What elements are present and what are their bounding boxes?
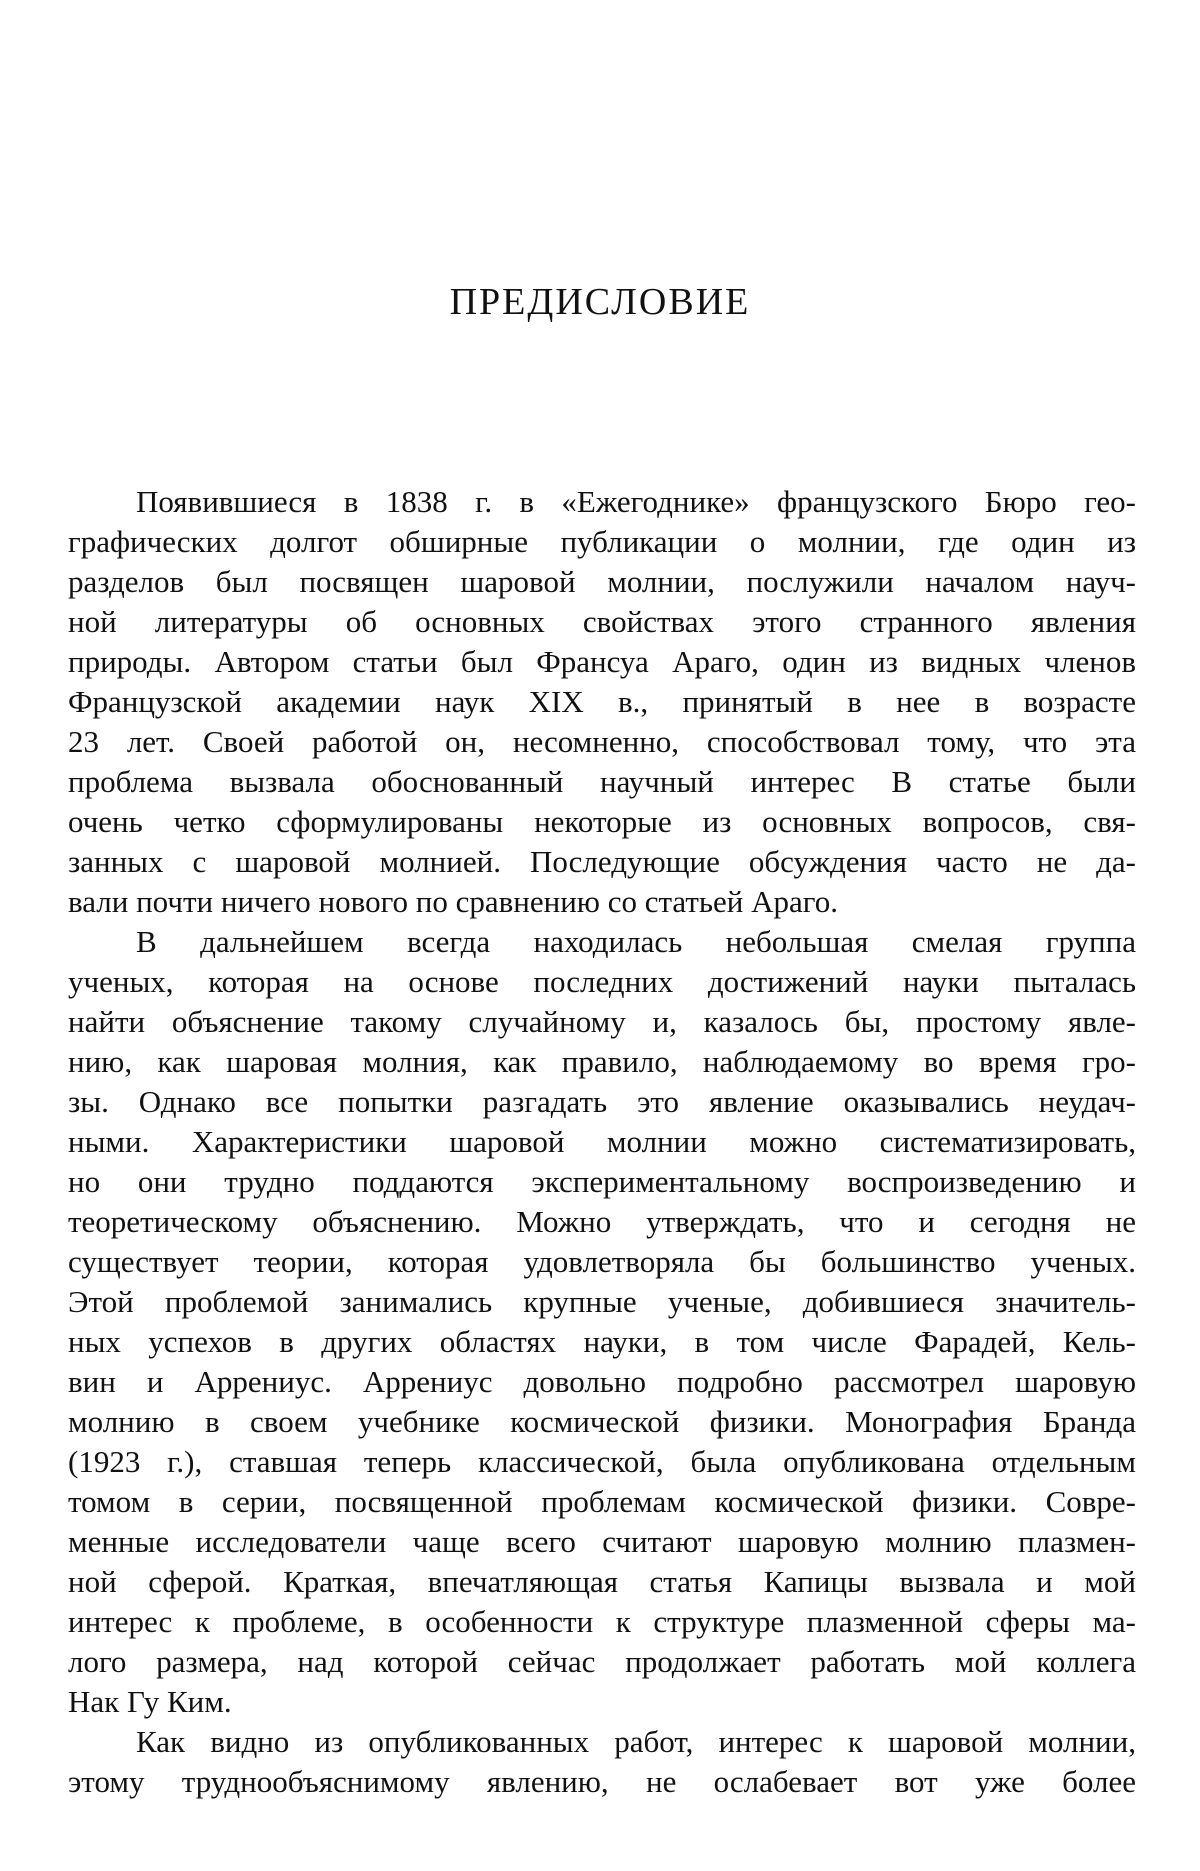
text-line: Французской академии наук XIX в., принятый в нее в возрасте (68, 684, 1136, 719)
text-line: нию, как шаровая молния, как правило, наблюдаемому во время гро- (68, 1044, 1136, 1079)
text-line: существует теории, которая удовлетворяла бы большинство ученых. (68, 1244, 1136, 1279)
paragraph-3 (68, 1722, 1136, 1802)
text-line: томом в серии, посвященной проблемам космической физики. Совре- (68, 1484, 1136, 1519)
text-line: Появившиеся в 1838 г. в «Ежегоднике» французского Бюро гео- (136, 484, 1136, 519)
text-line: Как видно из опубликованных работ, интерес к шаровой молнии, (136, 1724, 1136, 1759)
text-line: ных успехов в других областях науки, в том числе Фарадей, Кель- (68, 1324, 1136, 1359)
text-line: ученых, которая на основе последних достижений науки пыталась (68, 964, 1136, 999)
text-line: проблема вызвала обоснованный научный интерес В статье были (68, 764, 1136, 799)
text-line: Этой проблемой занимались крупные ученые, добившиеся значитель- (68, 1284, 1136, 1319)
text-line: молнию в своем учебнике космической физики. Монография Бранда (68, 1404, 1136, 1439)
text-line: занных с шаровой молнией. Последующие обсуждения часто не да- (68, 844, 1136, 879)
text-line: Нак Гу Ким. (68, 1684, 232, 1719)
page-title: ПРЕДИСЛОВИЕ (449, 281, 751, 323)
text-line: 23 лет. Своей работой он, несомненно, способствовал тому, что эта (68, 724, 1136, 759)
text-line: ной сферой. Краткая, впечатляющая статья Капицы вызвала и мой (68, 1564, 1136, 1599)
text-line: ными. Характеристики шаровой молнии можно систематизировать, (68, 1124, 1136, 1159)
text-line: вин и Аррениус. Аррениус довольно подробно рассмотрел шаровую (68, 1364, 1136, 1399)
text-line: теоретическому объяснению. Можно утверждать, что и сегодня не (68, 1204, 1136, 1239)
text-line: менные исследователи чаще всего считают шаровую молнию плазмен- (68, 1524, 1136, 1559)
text-line: ной литературы об основных свойствах этого странного явления (68, 604, 1136, 639)
paragraph-2 (68, 922, 1136, 1722)
text-line: лого размера, над которой сейчас продолжает работать мой коллега (68, 1644, 1136, 1679)
text-line: вали почти ничего нового по сравнению со статьей Араго. (68, 884, 838, 919)
text-line: этому труднообъяснимому явлению, не ослабевает вот уже более (68, 1764, 1136, 1799)
text-line: (1923 г.), ставшая теперь классической, была опубликована отдельным (68, 1444, 1136, 1479)
text-line: графических долгот обширные публикации о молнии, где один из (68, 524, 1136, 559)
text-line: интерес к проблеме, в особенности к структуре плазменной сферы ма- (68, 1604, 1136, 1639)
text-line: зы. Однако все попытки разгадать это явление оказывались неудач- (68, 1084, 1136, 1119)
paragraph-1 (68, 482, 1136, 922)
text-line: разделов был посвящен шаровой молнии, послужили началом науч- (68, 564, 1136, 599)
text-line: найти объяснение такому случайному и, казалось бы, простому явле- (68, 1004, 1136, 1039)
text-line: В дальнейшем всегда находилась небольшая смелая группа (136, 924, 1136, 959)
body-text (68, 482, 1136, 1802)
text-line: очень четко сформулированы некоторые из основных вопросов, свя- (68, 804, 1136, 839)
text-line: но они трудно поддаются экспериментальному воспроизведению и (68, 1164, 1136, 1199)
text-line: природы. Автором статьи был Франсуа Араго, один из видных членов (68, 644, 1136, 679)
